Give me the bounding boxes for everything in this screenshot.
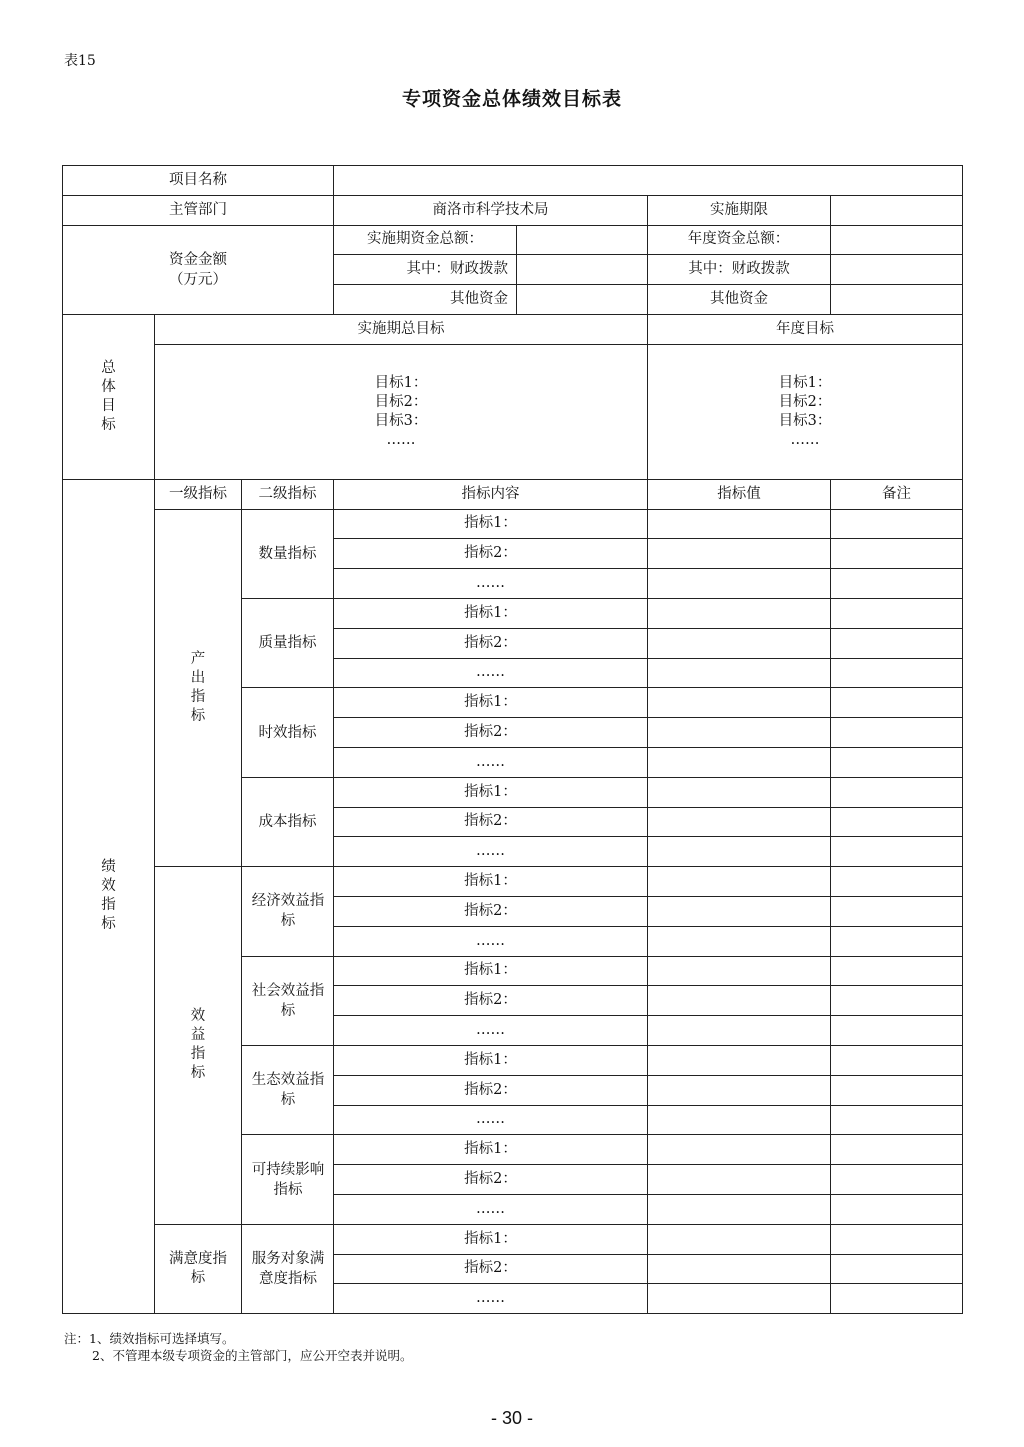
indicator-value-cell[interactable]	[648, 509, 831, 539]
indicator-value-cell[interactable]	[648, 688, 831, 718]
indicator-remark-cell[interactable]	[831, 777, 963, 807]
indicator-value-cell[interactable]	[648, 837, 831, 867]
lvl2-name: 可持续影响指标	[251, 1161, 325, 1198]
period-goal-more: ……	[386, 431, 416, 448]
fund-amount-label	[63, 225, 334, 314]
period-goal-3: 目标3：	[374, 412, 428, 429]
indicator-remark-cell[interactable]	[831, 1016, 963, 1046]
indicator-value-cell[interactable]	[648, 1105, 831, 1135]
period-label: 实施期限	[648, 195, 831, 225]
period-goal-2: 目标2：	[374, 393, 428, 410]
indicator-content-cell[interactable]: 指标1：	[334, 1135, 648, 1165]
period-other-value[interactable]	[517, 285, 648, 315]
indicator-value-cell[interactable]	[648, 926, 831, 956]
indicator-content-cell[interactable]: ……	[334, 1016, 648, 1046]
indicator-content-cell[interactable]: 指标2：	[334, 986, 648, 1016]
annual-goal-2: 目标2：	[778, 393, 832, 410]
indicator-content-cell[interactable]: 指标2：	[334, 1165, 648, 1195]
lvl2-name: 质量指标	[258, 635, 317, 652]
footnote-line-2: 2、不管理本级专项资金的主管部门，应公开空表并说明。	[92, 1348, 413, 1363]
indicator-remark-cell[interactable]	[831, 1105, 963, 1135]
indicator-value-cell[interactable]	[648, 1165, 831, 1195]
period-total-value[interactable]	[517, 225, 648, 255]
indicator-value-cell[interactable]	[648, 1045, 831, 1075]
lvl2-name: 经济效益指标	[251, 893, 325, 930]
indicator-remark-cell[interactable]	[831, 539, 963, 569]
indicator-remark-cell[interactable]	[831, 658, 963, 688]
indicator-remark-cell[interactable]	[831, 1135, 963, 1165]
indicator-content-cell[interactable]: 指标2：	[334, 1075, 648, 1105]
indicator-value-cell[interactable]	[648, 1284, 831, 1314]
indicator-content-cell[interactable]: ……	[334, 747, 648, 777]
indicator-value-cell[interactable]	[648, 747, 831, 777]
annual-goal-3: 目标3：	[778, 412, 832, 429]
overall-goal-text: 总体目标	[101, 359, 116, 433]
indicator-row	[63, 1224, 963, 1254]
lvl1-cell	[155, 1224, 242, 1313]
lvl1-name: 效益指标	[190, 1008, 206, 1082]
lvl2-cell	[242, 956, 334, 1045]
indicator-remark-cell[interactable]	[831, 926, 963, 956]
indicator-remark-cell[interactable]	[831, 956, 963, 986]
lvl2-cell	[242, 1135, 334, 1224]
table-number: 表15	[64, 53, 96, 69]
lvl1-cell	[155, 867, 242, 1225]
indicator-value-cell[interactable]	[648, 1254, 831, 1284]
indicator-value-cell[interactable]	[648, 1016, 831, 1046]
fund-amount-text: 资金金额（万元）	[169, 251, 227, 288]
indicator-value-cell[interactable]	[648, 1224, 831, 1254]
indicator-value-cell[interactable]	[648, 539, 831, 569]
indicator-remark-cell[interactable]	[831, 747, 963, 777]
indicator-value-cell[interactable]	[648, 658, 831, 688]
project-name-value[interactable]	[334, 166, 963, 196]
indicator-remark-cell[interactable]	[831, 569, 963, 599]
indicator-remark-cell[interactable]	[831, 1194, 963, 1224]
lvl2-name: 数量指标	[258, 545, 317, 562]
indicator-content-cell[interactable]: 指标1：	[334, 509, 648, 539]
annual-other-value[interactable]	[831, 285, 963, 315]
indicator-remark-cell[interactable]	[831, 1165, 963, 1195]
period-other-label: 其他资金	[334, 285, 517, 315]
indicator-remark-cell[interactable]	[831, 1045, 963, 1075]
lvl1-cell	[155, 509, 242, 867]
indicator-content-cell[interactable]: ……	[334, 1284, 648, 1314]
indicator-value-cell[interactable]	[648, 1075, 831, 1105]
indicator-value-cell[interactable]	[648, 807, 831, 837]
indicator-remark-cell[interactable]	[831, 837, 963, 867]
indicator-content-cell[interactable]: 指标1：	[334, 956, 648, 986]
indicator-remark-cell[interactable]	[831, 509, 963, 539]
indicator-value-cell[interactable]	[648, 777, 831, 807]
indicator-content-cell[interactable]: ……	[334, 569, 648, 599]
remark-header: 备注	[831, 479, 963, 509]
lvl2-cell	[242, 598, 334, 687]
indicator-content-cell[interactable]: 指标2：	[334, 628, 648, 658]
period-value[interactable]	[831, 195, 963, 225]
indicator-row	[63, 509, 963, 539]
indicator-content-cell[interactable]: 指标1：	[334, 1224, 648, 1254]
period-goal-header: 实施期总目标	[155, 314, 648, 344]
page-number: - 30 -	[490, 1408, 533, 1428]
indicator-content-cell[interactable]: 指标2：	[334, 718, 648, 748]
annual-goal-more: ……	[790, 431, 820, 448]
indicator-content-cell[interactable]: 指标2：	[334, 1254, 648, 1284]
lvl2-cell	[242, 509, 334, 598]
lvl2-cell	[242, 1224, 334, 1313]
lvl2-cell	[242, 1045, 334, 1134]
lvl2-name: 生态效益指标	[251, 1072, 325, 1109]
indicator-remark-cell[interactable]	[831, 718, 963, 748]
indicator-value-cell[interactable]	[648, 598, 831, 628]
indicator-content-cell[interactable]: 指标2：	[334, 539, 648, 569]
annual-other-label: 其他资金	[648, 285, 831, 315]
period-finance-label: 其中：财政拨款	[334, 255, 517, 285]
indicator-value-cell[interactable]	[648, 718, 831, 748]
indicator-content-cell[interactable]: 指标1：	[334, 777, 648, 807]
perf-indicator-label	[63, 479, 155, 1313]
annual-total-value[interactable]	[831, 225, 963, 255]
indicator-value-cell[interactable]	[648, 896, 831, 926]
indicator-content-cell[interactable]: ……	[334, 1194, 648, 1224]
indicator-remark-cell[interactable]	[831, 896, 963, 926]
footnote-line-1: 注：1、绩效指标可选择填写。	[64, 1331, 235, 1346]
indicator-remark-cell[interactable]	[831, 867, 963, 897]
content-header: 指标内容	[334, 479, 648, 509]
indicator-content-cell[interactable]: 指标1：	[334, 688, 648, 718]
project-name-label: 项目名称	[63, 166, 334, 196]
dept-value: 商洛市科学技术局	[334, 195, 648, 225]
lvl2-header: 二级指标	[242, 479, 334, 509]
indicator-remark-cell[interactable]	[831, 1284, 963, 1314]
annual-goal-1: 目标1：	[778, 374, 832, 391]
lvl2-cell	[242, 777, 334, 866]
indicator-remark-cell[interactable]	[831, 598, 963, 628]
footnote	[64, 1330, 412, 1364]
lvl2-name: 成本指标	[258, 813, 317, 830]
indicator-content-cell[interactable]: ……	[334, 926, 648, 956]
indicator-value-cell[interactable]	[648, 628, 831, 658]
indicator-value-cell[interactable]	[648, 956, 831, 986]
lvl1-name: 产出指标	[190, 650, 206, 724]
indicator-row	[63, 867, 963, 897]
period-total-label: 实施期资金总额：	[334, 225, 517, 255]
indicator-remark-cell[interactable]	[831, 986, 963, 1016]
period-finance-value[interactable]	[517, 255, 648, 285]
indicator-value-cell[interactable]	[648, 1194, 831, 1224]
annual-goal-header: 年度目标	[648, 314, 963, 344]
lvl2-name: 社会效益指标	[251, 982, 325, 1019]
indicator-content-cell[interactable]: ……	[334, 658, 648, 688]
annual-finance-value[interactable]	[831, 255, 963, 285]
annual-finance-label: 其中：财政拨款	[648, 255, 831, 285]
period-goal-1: 目标1：	[374, 374, 428, 391]
annual-total-label: 年度资金总额：	[648, 225, 831, 255]
lvl1-name: 满意度指标	[169, 1250, 227, 1286]
overall-goal-label	[63, 314, 155, 479]
period-goal-content[interactable]	[155, 344, 648, 479]
lvl1-header: 一级指标	[155, 479, 242, 509]
indicator-content-cell[interactable]: ……	[334, 837, 648, 867]
lvl2-cell	[242, 688, 334, 777]
indicator-content-cell[interactable]: 指标2：	[334, 807, 648, 837]
lvl2-cell	[242, 867, 334, 956]
indicator-value-cell[interactable]	[648, 569, 831, 599]
lvl2-name: 时效指标	[258, 724, 317, 741]
indicator-content-cell[interactable]: 指标2：	[334, 896, 648, 926]
indicator-remark-cell[interactable]	[831, 807, 963, 837]
indicator-content-cell[interactable]: ……	[334, 1105, 648, 1135]
indicator-remark-cell[interactable]	[831, 1075, 963, 1105]
dept-label: 主管部门	[63, 195, 334, 225]
indicator-remark-cell[interactable]	[831, 1224, 963, 1254]
indicator-remark-cell[interactable]	[831, 628, 963, 658]
page-title: 专项资金总体绩效目标表	[401, 88, 622, 110]
indicator-value-cell[interactable]	[648, 986, 831, 1016]
indicator-content-cell[interactable]: 指标1：	[334, 1045, 648, 1075]
value-header: 指标值	[648, 479, 831, 509]
indicator-value-cell[interactable]	[648, 1135, 831, 1165]
perf-indicator-text: 绩效指标	[101, 859, 116, 933]
lvl2-name: 服务对象满意度指标	[251, 1250, 325, 1287]
annual-goal-content[interactable]	[648, 344, 963, 479]
indicator-remark-cell[interactable]	[831, 688, 963, 718]
indicator-remark-cell[interactable]	[831, 1254, 963, 1284]
indicator-content-cell[interactable]: 指标1：	[334, 598, 648, 628]
performance-goal-table	[62, 165, 963, 1314]
indicator-content-cell[interactable]: 指标1：	[334, 867, 648, 897]
indicator-value-cell[interactable]	[648, 867, 831, 897]
